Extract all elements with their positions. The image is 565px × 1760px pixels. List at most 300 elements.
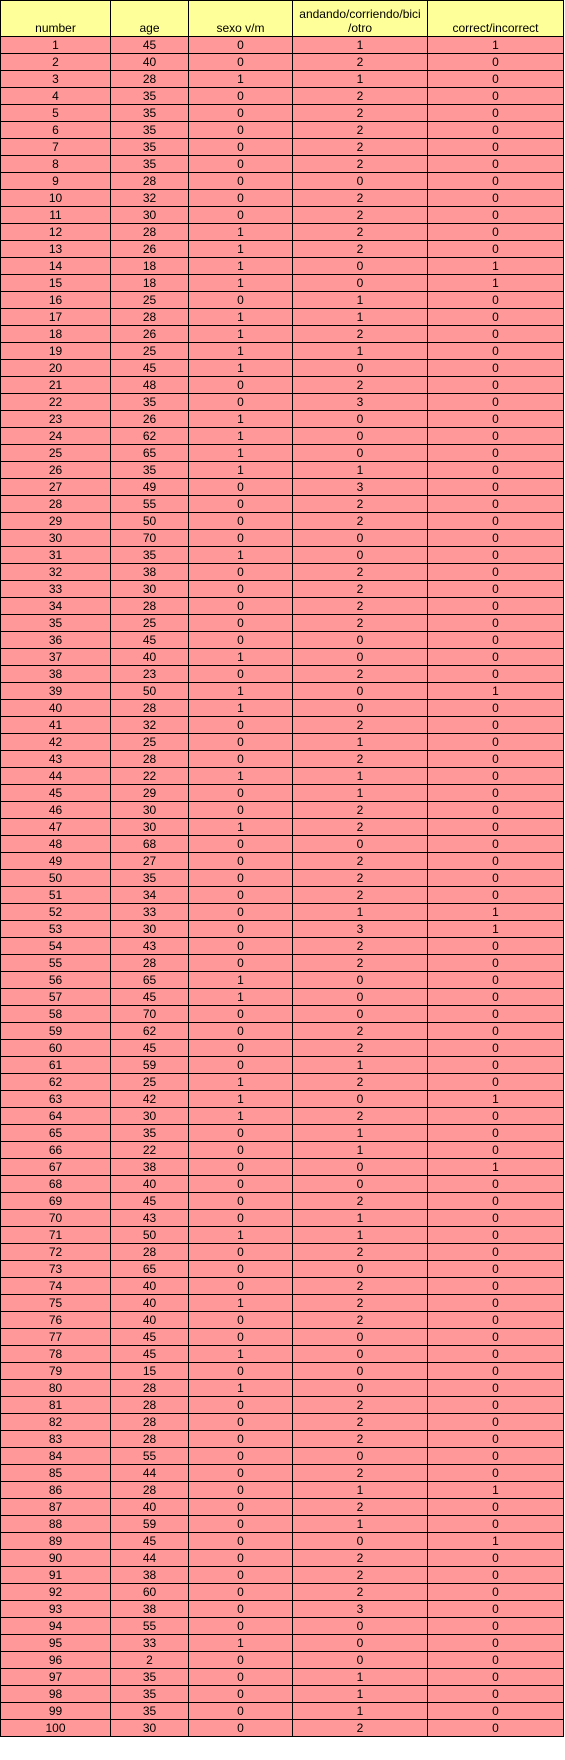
correct-cell[interactable]: 0 bbox=[428, 1227, 564, 1244]
activity-cell[interactable]: 2 bbox=[293, 377, 428, 394]
sexo-cell[interactable]: 0 bbox=[189, 1703, 293, 1720]
age-cell[interactable]: 28 bbox=[111, 751, 189, 768]
age-cell[interactable]: 35 bbox=[111, 1669, 189, 1686]
correct-cell[interactable]: 0 bbox=[428, 71, 564, 88]
activity-cell[interactable]: 2 bbox=[293, 1295, 428, 1312]
activity-cell[interactable]: 2 bbox=[293, 1414, 428, 1431]
activity-cell[interactable]: 1 bbox=[293, 1125, 428, 1142]
age-cell[interactable]: 28 bbox=[111, 224, 189, 241]
activity-cell[interactable]: 0 bbox=[293, 173, 428, 190]
number-cell[interactable]: 16 bbox=[1, 292, 111, 309]
correct-cell[interactable]: 1 bbox=[428, 275, 564, 292]
sexo-cell[interactable]: 0 bbox=[189, 887, 293, 904]
activity-cell[interactable]: 0 bbox=[293, 530, 428, 547]
activity-cell[interactable]: 0 bbox=[293, 1363, 428, 1380]
sexo-cell[interactable]: 0 bbox=[189, 615, 293, 632]
number-cell[interactable]: 69 bbox=[1, 1193, 111, 1210]
activity-cell[interactable]: 0 bbox=[293, 1652, 428, 1669]
activity-cell[interactable]: 2 bbox=[293, 1584, 428, 1601]
column-header-activity[interactable]: andando/corriendo/bici /otro bbox=[293, 1, 428, 37]
number-cell[interactable]: 20 bbox=[1, 360, 111, 377]
sexo-cell[interactable]: 0 bbox=[189, 1601, 293, 1618]
correct-cell[interactable]: 0 bbox=[428, 1125, 564, 1142]
activity-cell[interactable]: 1 bbox=[293, 1686, 428, 1703]
activity-cell[interactable]: 2 bbox=[293, 1499, 428, 1516]
age-cell[interactable]: 28 bbox=[111, 1482, 189, 1499]
activity-cell[interactable]: 1 bbox=[293, 734, 428, 751]
number-cell[interactable]: 63 bbox=[1, 1091, 111, 1108]
age-cell[interactable]: 70 bbox=[111, 530, 189, 547]
sexo-cell[interactable]: 0 bbox=[189, 479, 293, 496]
correct-cell[interactable]: 0 bbox=[428, 1363, 564, 1380]
correct-cell[interactable]: 0 bbox=[428, 1635, 564, 1652]
correct-cell[interactable]: 0 bbox=[428, 513, 564, 530]
correct-cell[interactable]: 0 bbox=[428, 1346, 564, 1363]
sexo-cell[interactable]: 0 bbox=[189, 1567, 293, 1584]
activity-cell[interactable]: 2 bbox=[293, 1040, 428, 1057]
sexo-cell[interactable]: 1 bbox=[189, 1108, 293, 1125]
number-cell[interactable]: 100 bbox=[1, 1720, 111, 1737]
number-cell[interactable]: 92 bbox=[1, 1584, 111, 1601]
activity-cell[interactable]: 0 bbox=[293, 360, 428, 377]
activity-cell[interactable]: 2 bbox=[293, 751, 428, 768]
activity-cell[interactable]: 2 bbox=[293, 819, 428, 836]
number-cell[interactable]: 73 bbox=[1, 1261, 111, 1278]
correct-cell[interactable]: 0 bbox=[428, 1074, 564, 1091]
number-cell[interactable]: 57 bbox=[1, 989, 111, 1006]
sexo-cell[interactable]: 0 bbox=[189, 190, 293, 207]
age-cell[interactable]: 40 bbox=[111, 54, 189, 71]
activity-cell[interactable]: 2 bbox=[293, 615, 428, 632]
correct-cell[interactable]: 0 bbox=[428, 564, 564, 581]
activity-cell[interactable]: 2 bbox=[293, 598, 428, 615]
sexo-cell[interactable]: 0 bbox=[189, 292, 293, 309]
age-cell[interactable]: 44 bbox=[111, 1465, 189, 1482]
age-cell[interactable]: 38 bbox=[111, 1159, 189, 1176]
sexo-cell[interactable]: 0 bbox=[189, 1448, 293, 1465]
correct-cell[interactable]: 0 bbox=[428, 1720, 564, 1737]
age-cell[interactable]: 45 bbox=[111, 1346, 189, 1363]
correct-cell[interactable]: 0 bbox=[428, 785, 564, 802]
correct-cell[interactable]: 0 bbox=[428, 530, 564, 547]
sexo-cell[interactable]: 0 bbox=[189, 1686, 293, 1703]
number-cell[interactable]: 53 bbox=[1, 921, 111, 938]
sexo-cell[interactable]: 0 bbox=[189, 139, 293, 156]
sexo-cell[interactable]: 0 bbox=[189, 377, 293, 394]
correct-cell[interactable]: 0 bbox=[428, 326, 564, 343]
sexo-cell[interactable]: 1 bbox=[189, 989, 293, 1006]
activity-cell[interactable]: 0 bbox=[293, 275, 428, 292]
activity-cell[interactable]: 0 bbox=[293, 428, 428, 445]
number-cell[interactable]: 18 bbox=[1, 326, 111, 343]
activity-cell[interactable]: 2 bbox=[293, 717, 428, 734]
correct-cell[interactable]: 0 bbox=[428, 819, 564, 836]
number-cell[interactable]: 6 bbox=[1, 122, 111, 139]
age-cell[interactable]: 44 bbox=[111, 1550, 189, 1567]
age-cell[interactable]: 22 bbox=[111, 1142, 189, 1159]
age-cell[interactable]: 30 bbox=[111, 207, 189, 224]
activity-cell[interactable]: 0 bbox=[293, 989, 428, 1006]
activity-cell[interactable]: 3 bbox=[293, 394, 428, 411]
age-cell[interactable]: 45 bbox=[111, 37, 189, 54]
number-cell[interactable]: 35 bbox=[1, 615, 111, 632]
correct-cell[interactable]: 0 bbox=[428, 54, 564, 71]
age-cell[interactable]: 30 bbox=[111, 921, 189, 938]
correct-cell[interactable]: 0 bbox=[428, 411, 564, 428]
sexo-cell[interactable]: 1 bbox=[189, 1074, 293, 1091]
number-cell[interactable]: 84 bbox=[1, 1448, 111, 1465]
sexo-cell[interactable]: 1 bbox=[189, 71, 293, 88]
number-cell[interactable]: 98 bbox=[1, 1686, 111, 1703]
correct-cell[interactable]: 0 bbox=[428, 1108, 564, 1125]
activity-cell[interactable]: 2 bbox=[293, 241, 428, 258]
sexo-cell[interactable]: 1 bbox=[189, 445, 293, 462]
age-cell[interactable]: 35 bbox=[111, 1703, 189, 1720]
number-cell[interactable]: 96 bbox=[1, 1652, 111, 1669]
sexo-cell[interactable]: 1 bbox=[189, 428, 293, 445]
activity-cell[interactable]: 1 bbox=[293, 1703, 428, 1720]
activity-cell[interactable]: 3 bbox=[293, 921, 428, 938]
activity-cell[interactable]: 3 bbox=[293, 479, 428, 496]
activity-cell[interactable]: 0 bbox=[293, 547, 428, 564]
age-cell[interactable]: 62 bbox=[111, 428, 189, 445]
sexo-cell[interactable]: 1 bbox=[189, 1091, 293, 1108]
age-cell[interactable]: 23 bbox=[111, 666, 189, 683]
number-cell[interactable]: 2 bbox=[1, 54, 111, 71]
age-cell[interactable]: 40 bbox=[111, 649, 189, 666]
activity-cell[interactable]: 2 bbox=[293, 207, 428, 224]
correct-cell[interactable]: 0 bbox=[428, 547, 564, 564]
age-cell[interactable]: 35 bbox=[111, 870, 189, 887]
activity-cell[interactable]: 0 bbox=[293, 1176, 428, 1193]
correct-cell[interactable]: 0 bbox=[428, 717, 564, 734]
age-cell[interactable]: 30 bbox=[111, 819, 189, 836]
age-cell[interactable]: 45 bbox=[111, 1040, 189, 1057]
activity-cell[interactable]: 2 bbox=[293, 88, 428, 105]
age-cell[interactable]: 48 bbox=[111, 377, 189, 394]
number-cell[interactable]: 80 bbox=[1, 1380, 111, 1397]
number-cell[interactable]: 38 bbox=[1, 666, 111, 683]
number-cell[interactable]: 48 bbox=[1, 836, 111, 853]
activity-cell[interactable]: 0 bbox=[293, 411, 428, 428]
sexo-cell[interactable]: 0 bbox=[189, 1023, 293, 1040]
correct-cell[interactable]: 1 bbox=[428, 921, 564, 938]
age-cell[interactable]: 70 bbox=[111, 1006, 189, 1023]
activity-cell[interactable]: 2 bbox=[293, 564, 428, 581]
activity-cell[interactable]: 0 bbox=[293, 445, 428, 462]
number-cell[interactable]: 81 bbox=[1, 1397, 111, 1414]
age-cell[interactable]: 38 bbox=[111, 564, 189, 581]
age-cell[interactable]: 30 bbox=[111, 802, 189, 819]
number-cell[interactable]: 51 bbox=[1, 887, 111, 904]
sexo-cell[interactable]: 0 bbox=[189, 156, 293, 173]
correct-cell[interactable]: 0 bbox=[428, 1023, 564, 1040]
age-cell[interactable]: 33 bbox=[111, 1635, 189, 1652]
number-cell[interactable]: 44 bbox=[1, 768, 111, 785]
activity-cell[interactable]: 0 bbox=[293, 258, 428, 275]
correct-cell[interactable]: 0 bbox=[428, 700, 564, 717]
correct-cell[interactable]: 0 bbox=[428, 615, 564, 632]
age-cell[interactable]: 30 bbox=[111, 581, 189, 598]
age-cell[interactable]: 59 bbox=[111, 1516, 189, 1533]
number-cell[interactable]: 22 bbox=[1, 394, 111, 411]
number-cell[interactable]: 78 bbox=[1, 1346, 111, 1363]
number-cell[interactable]: 50 bbox=[1, 870, 111, 887]
sexo-cell[interactable]: 0 bbox=[189, 836, 293, 853]
correct-cell[interactable]: 0 bbox=[428, 445, 564, 462]
number-cell[interactable]: 61 bbox=[1, 1057, 111, 1074]
sexo-cell[interactable]: 0 bbox=[189, 1006, 293, 1023]
correct-cell[interactable]: 0 bbox=[428, 666, 564, 683]
sexo-cell[interactable]: 0 bbox=[189, 1363, 293, 1380]
number-cell[interactable]: 27 bbox=[1, 479, 111, 496]
age-cell[interactable]: 60 bbox=[111, 1584, 189, 1601]
age-cell[interactable]: 45 bbox=[111, 1533, 189, 1550]
activity-cell[interactable]: 2 bbox=[293, 1108, 428, 1125]
number-cell[interactable]: 39 bbox=[1, 683, 111, 700]
correct-cell[interactable]: 0 bbox=[428, 343, 564, 360]
sexo-cell[interactable]: 1 bbox=[189, 309, 293, 326]
number-cell[interactable]: 90 bbox=[1, 1550, 111, 1567]
number-cell[interactable]: 36 bbox=[1, 632, 111, 649]
activity-cell[interactable]: 0 bbox=[293, 836, 428, 853]
number-cell[interactable]: 49 bbox=[1, 853, 111, 870]
age-cell[interactable]: 35 bbox=[111, 547, 189, 564]
sexo-cell[interactable]: 0 bbox=[189, 54, 293, 71]
correct-cell[interactable]: 0 bbox=[428, 1380, 564, 1397]
sexo-cell[interactable]: 1 bbox=[189, 649, 293, 666]
sexo-cell[interactable]: 0 bbox=[189, 173, 293, 190]
correct-cell[interactable]: 1 bbox=[428, 258, 564, 275]
activity-cell[interactable]: 1 bbox=[293, 343, 428, 360]
activity-cell[interactable]: 1 bbox=[293, 309, 428, 326]
number-cell[interactable]: 24 bbox=[1, 428, 111, 445]
number-cell[interactable]: 46 bbox=[1, 802, 111, 819]
age-cell[interactable]: 30 bbox=[111, 1108, 189, 1125]
correct-cell[interactable]: 0 bbox=[428, 598, 564, 615]
activity-cell[interactable]: 2 bbox=[293, 1431, 428, 1448]
number-cell[interactable]: 47 bbox=[1, 819, 111, 836]
number-cell[interactable]: 64 bbox=[1, 1108, 111, 1125]
number-cell[interactable]: 17 bbox=[1, 309, 111, 326]
correct-cell[interactable]: 0 bbox=[428, 122, 564, 139]
sexo-cell[interactable]: 0 bbox=[189, 394, 293, 411]
sexo-cell[interactable]: 0 bbox=[189, 1193, 293, 1210]
age-cell[interactable]: 25 bbox=[111, 292, 189, 309]
sexo-cell[interactable]: 0 bbox=[189, 1040, 293, 1057]
sexo-cell[interactable]: 0 bbox=[189, 37, 293, 54]
sexo-cell[interactable]: 1 bbox=[189, 224, 293, 241]
correct-cell[interactable]: 0 bbox=[428, 462, 564, 479]
activity-cell[interactable]: 2 bbox=[293, 666, 428, 683]
age-cell[interactable]: 59 bbox=[111, 1057, 189, 1074]
activity-cell[interactable]: 2 bbox=[293, 1193, 428, 1210]
sexo-cell[interactable]: 0 bbox=[189, 105, 293, 122]
correct-cell[interactable]: 0 bbox=[428, 1397, 564, 1414]
activity-cell[interactable]: 0 bbox=[293, 683, 428, 700]
sexo-cell[interactable]: 0 bbox=[189, 1057, 293, 1074]
correct-cell[interactable]: 0 bbox=[428, 768, 564, 785]
age-cell[interactable]: 68 bbox=[111, 836, 189, 853]
correct-cell[interactable]: 0 bbox=[428, 751, 564, 768]
activity-cell[interactable]: 1 bbox=[293, 1142, 428, 1159]
correct-cell[interactable]: 0 bbox=[428, 428, 564, 445]
number-cell[interactable]: 34 bbox=[1, 598, 111, 615]
correct-cell[interactable]: 0 bbox=[428, 1193, 564, 1210]
correct-cell[interactable]: 0 bbox=[428, 207, 564, 224]
number-cell[interactable]: 65 bbox=[1, 1125, 111, 1142]
age-cell[interactable]: 45 bbox=[111, 360, 189, 377]
age-cell[interactable]: 35 bbox=[111, 139, 189, 156]
number-cell[interactable]: 45 bbox=[1, 785, 111, 802]
activity-cell[interactable]: 0 bbox=[293, 632, 428, 649]
age-cell[interactable]: 35 bbox=[111, 156, 189, 173]
age-cell[interactable]: 28 bbox=[111, 1244, 189, 1261]
activity-cell[interactable]: 0 bbox=[293, 1533, 428, 1550]
correct-cell[interactable]: 0 bbox=[428, 1006, 564, 1023]
activity-cell[interactable]: 2 bbox=[293, 938, 428, 955]
sexo-cell[interactable]: 0 bbox=[189, 1533, 293, 1550]
sexo-cell[interactable]: 0 bbox=[189, 207, 293, 224]
correct-cell[interactable]: 0 bbox=[428, 360, 564, 377]
activity-cell[interactable]: 2 bbox=[293, 326, 428, 343]
age-cell[interactable]: 28 bbox=[111, 598, 189, 615]
correct-cell[interactable]: 0 bbox=[428, 156, 564, 173]
sexo-cell[interactable]: 0 bbox=[189, 1312, 293, 1329]
activity-cell[interactable]: 2 bbox=[293, 1278, 428, 1295]
activity-cell[interactable]: 0 bbox=[293, 1635, 428, 1652]
correct-cell[interactable]: 0 bbox=[428, 734, 564, 751]
age-cell[interactable]: 35 bbox=[111, 105, 189, 122]
sexo-cell[interactable]: 0 bbox=[189, 513, 293, 530]
sexo-cell[interactable]: 0 bbox=[189, 717, 293, 734]
correct-cell[interactable]: 0 bbox=[428, 292, 564, 309]
age-cell[interactable]: 40 bbox=[111, 1499, 189, 1516]
age-cell[interactable]: 50 bbox=[111, 513, 189, 530]
sexo-cell[interactable]: 0 bbox=[189, 751, 293, 768]
activity-cell[interactable]: 2 bbox=[293, 224, 428, 241]
number-cell[interactable]: 67 bbox=[1, 1159, 111, 1176]
number-cell[interactable]: 97 bbox=[1, 1669, 111, 1686]
activity-cell[interactable]: 0 bbox=[293, 1006, 428, 1023]
activity-cell[interactable]: 2 bbox=[293, 54, 428, 71]
sexo-cell[interactable]: 0 bbox=[189, 530, 293, 547]
correct-cell[interactable]: 1 bbox=[428, 904, 564, 921]
age-cell[interactable]: 65 bbox=[111, 972, 189, 989]
number-cell[interactable]: 15 bbox=[1, 275, 111, 292]
age-cell[interactable]: 43 bbox=[111, 1210, 189, 1227]
age-cell[interactable]: 32 bbox=[111, 190, 189, 207]
sexo-cell[interactable]: 0 bbox=[189, 598, 293, 615]
activity-cell[interactable]: 0 bbox=[293, 972, 428, 989]
age-cell[interactable]: 28 bbox=[111, 1414, 189, 1431]
number-cell[interactable]: 89 bbox=[1, 1533, 111, 1550]
number-cell[interactable]: 71 bbox=[1, 1227, 111, 1244]
sexo-cell[interactable]: 1 bbox=[189, 1295, 293, 1312]
correct-cell[interactable]: 0 bbox=[428, 88, 564, 105]
activity-cell[interactable]: 1 bbox=[293, 768, 428, 785]
age-cell[interactable]: 32 bbox=[111, 717, 189, 734]
age-cell[interactable]: 35 bbox=[111, 394, 189, 411]
activity-cell[interactable]: 2 bbox=[293, 1550, 428, 1567]
sexo-cell[interactable]: 0 bbox=[189, 1499, 293, 1516]
number-cell[interactable]: 93 bbox=[1, 1601, 111, 1618]
correct-cell[interactable]: 0 bbox=[428, 1278, 564, 1295]
number-cell[interactable]: 59 bbox=[1, 1023, 111, 1040]
sexo-cell[interactable]: 0 bbox=[189, 1618, 293, 1635]
activity-cell[interactable]: 2 bbox=[293, 1567, 428, 1584]
age-cell[interactable]: 35 bbox=[111, 1125, 189, 1142]
correct-cell[interactable]: 0 bbox=[428, 802, 564, 819]
sexo-cell[interactable]: 0 bbox=[189, 666, 293, 683]
activity-cell[interactable]: 2 bbox=[293, 581, 428, 598]
activity-cell[interactable]: 0 bbox=[293, 1448, 428, 1465]
sexo-cell[interactable]: 1 bbox=[189, 819, 293, 836]
correct-cell[interactable]: 0 bbox=[428, 1601, 564, 1618]
age-cell[interactable]: 55 bbox=[111, 1618, 189, 1635]
age-cell[interactable]: 28 bbox=[111, 173, 189, 190]
number-cell[interactable]: 33 bbox=[1, 581, 111, 598]
age-cell[interactable]: 45 bbox=[111, 989, 189, 1006]
correct-cell[interactable]: 0 bbox=[428, 479, 564, 496]
activity-cell[interactable]: 2 bbox=[293, 1312, 428, 1329]
number-cell[interactable]: 8 bbox=[1, 156, 111, 173]
number-cell[interactable]: 76 bbox=[1, 1312, 111, 1329]
correct-cell[interactable]: 1 bbox=[428, 1482, 564, 1499]
number-cell[interactable]: 72 bbox=[1, 1244, 111, 1261]
sexo-cell[interactable]: 0 bbox=[189, 1652, 293, 1669]
correct-cell[interactable]: 0 bbox=[428, 938, 564, 955]
activity-cell[interactable]: 2 bbox=[293, 105, 428, 122]
number-cell[interactable]: 95 bbox=[1, 1635, 111, 1652]
number-cell[interactable]: 31 bbox=[1, 547, 111, 564]
number-cell[interactable]: 37 bbox=[1, 649, 111, 666]
number-cell[interactable]: 99 bbox=[1, 1703, 111, 1720]
sexo-cell[interactable]: 0 bbox=[189, 1465, 293, 1482]
age-cell[interactable]: 50 bbox=[111, 683, 189, 700]
activity-cell[interactable]: 2 bbox=[293, 122, 428, 139]
age-cell[interactable]: 29 bbox=[111, 785, 189, 802]
activity-cell[interactable]: 2 bbox=[293, 139, 428, 156]
sexo-cell[interactable]: 1 bbox=[189, 360, 293, 377]
sexo-cell[interactable]: 1 bbox=[189, 547, 293, 564]
correct-cell[interactable]: 0 bbox=[428, 173, 564, 190]
column-header-correct[interactable]: correct/incorrect bbox=[428, 1, 564, 37]
number-cell[interactable]: 32 bbox=[1, 564, 111, 581]
sexo-cell[interactable]: 1 bbox=[189, 768, 293, 785]
sexo-cell[interactable]: 0 bbox=[189, 1669, 293, 1686]
age-cell[interactable]: 38 bbox=[111, 1601, 189, 1618]
age-cell[interactable]: 25 bbox=[111, 343, 189, 360]
number-cell[interactable]: 1 bbox=[1, 37, 111, 54]
correct-cell[interactable]: 0 bbox=[428, 887, 564, 904]
correct-cell[interactable]: 0 bbox=[428, 190, 564, 207]
number-cell[interactable]: 19 bbox=[1, 343, 111, 360]
number-cell[interactable]: 29 bbox=[1, 513, 111, 530]
number-cell[interactable]: 87 bbox=[1, 1499, 111, 1516]
number-cell[interactable]: 7 bbox=[1, 139, 111, 156]
number-cell[interactable]: 28 bbox=[1, 496, 111, 513]
correct-cell[interactable]: 1 bbox=[428, 1533, 564, 1550]
column-header-sexo[interactable]: sexo v/m bbox=[189, 1, 293, 37]
correct-cell[interactable]: 0 bbox=[428, 1550, 564, 1567]
age-cell[interactable]: 28 bbox=[111, 700, 189, 717]
correct-cell[interactable]: 0 bbox=[428, 1448, 564, 1465]
sexo-cell[interactable]: 1 bbox=[189, 462, 293, 479]
sexo-cell[interactable]: 0 bbox=[189, 632, 293, 649]
number-cell[interactable]: 77 bbox=[1, 1329, 111, 1346]
number-cell[interactable]: 86 bbox=[1, 1482, 111, 1499]
